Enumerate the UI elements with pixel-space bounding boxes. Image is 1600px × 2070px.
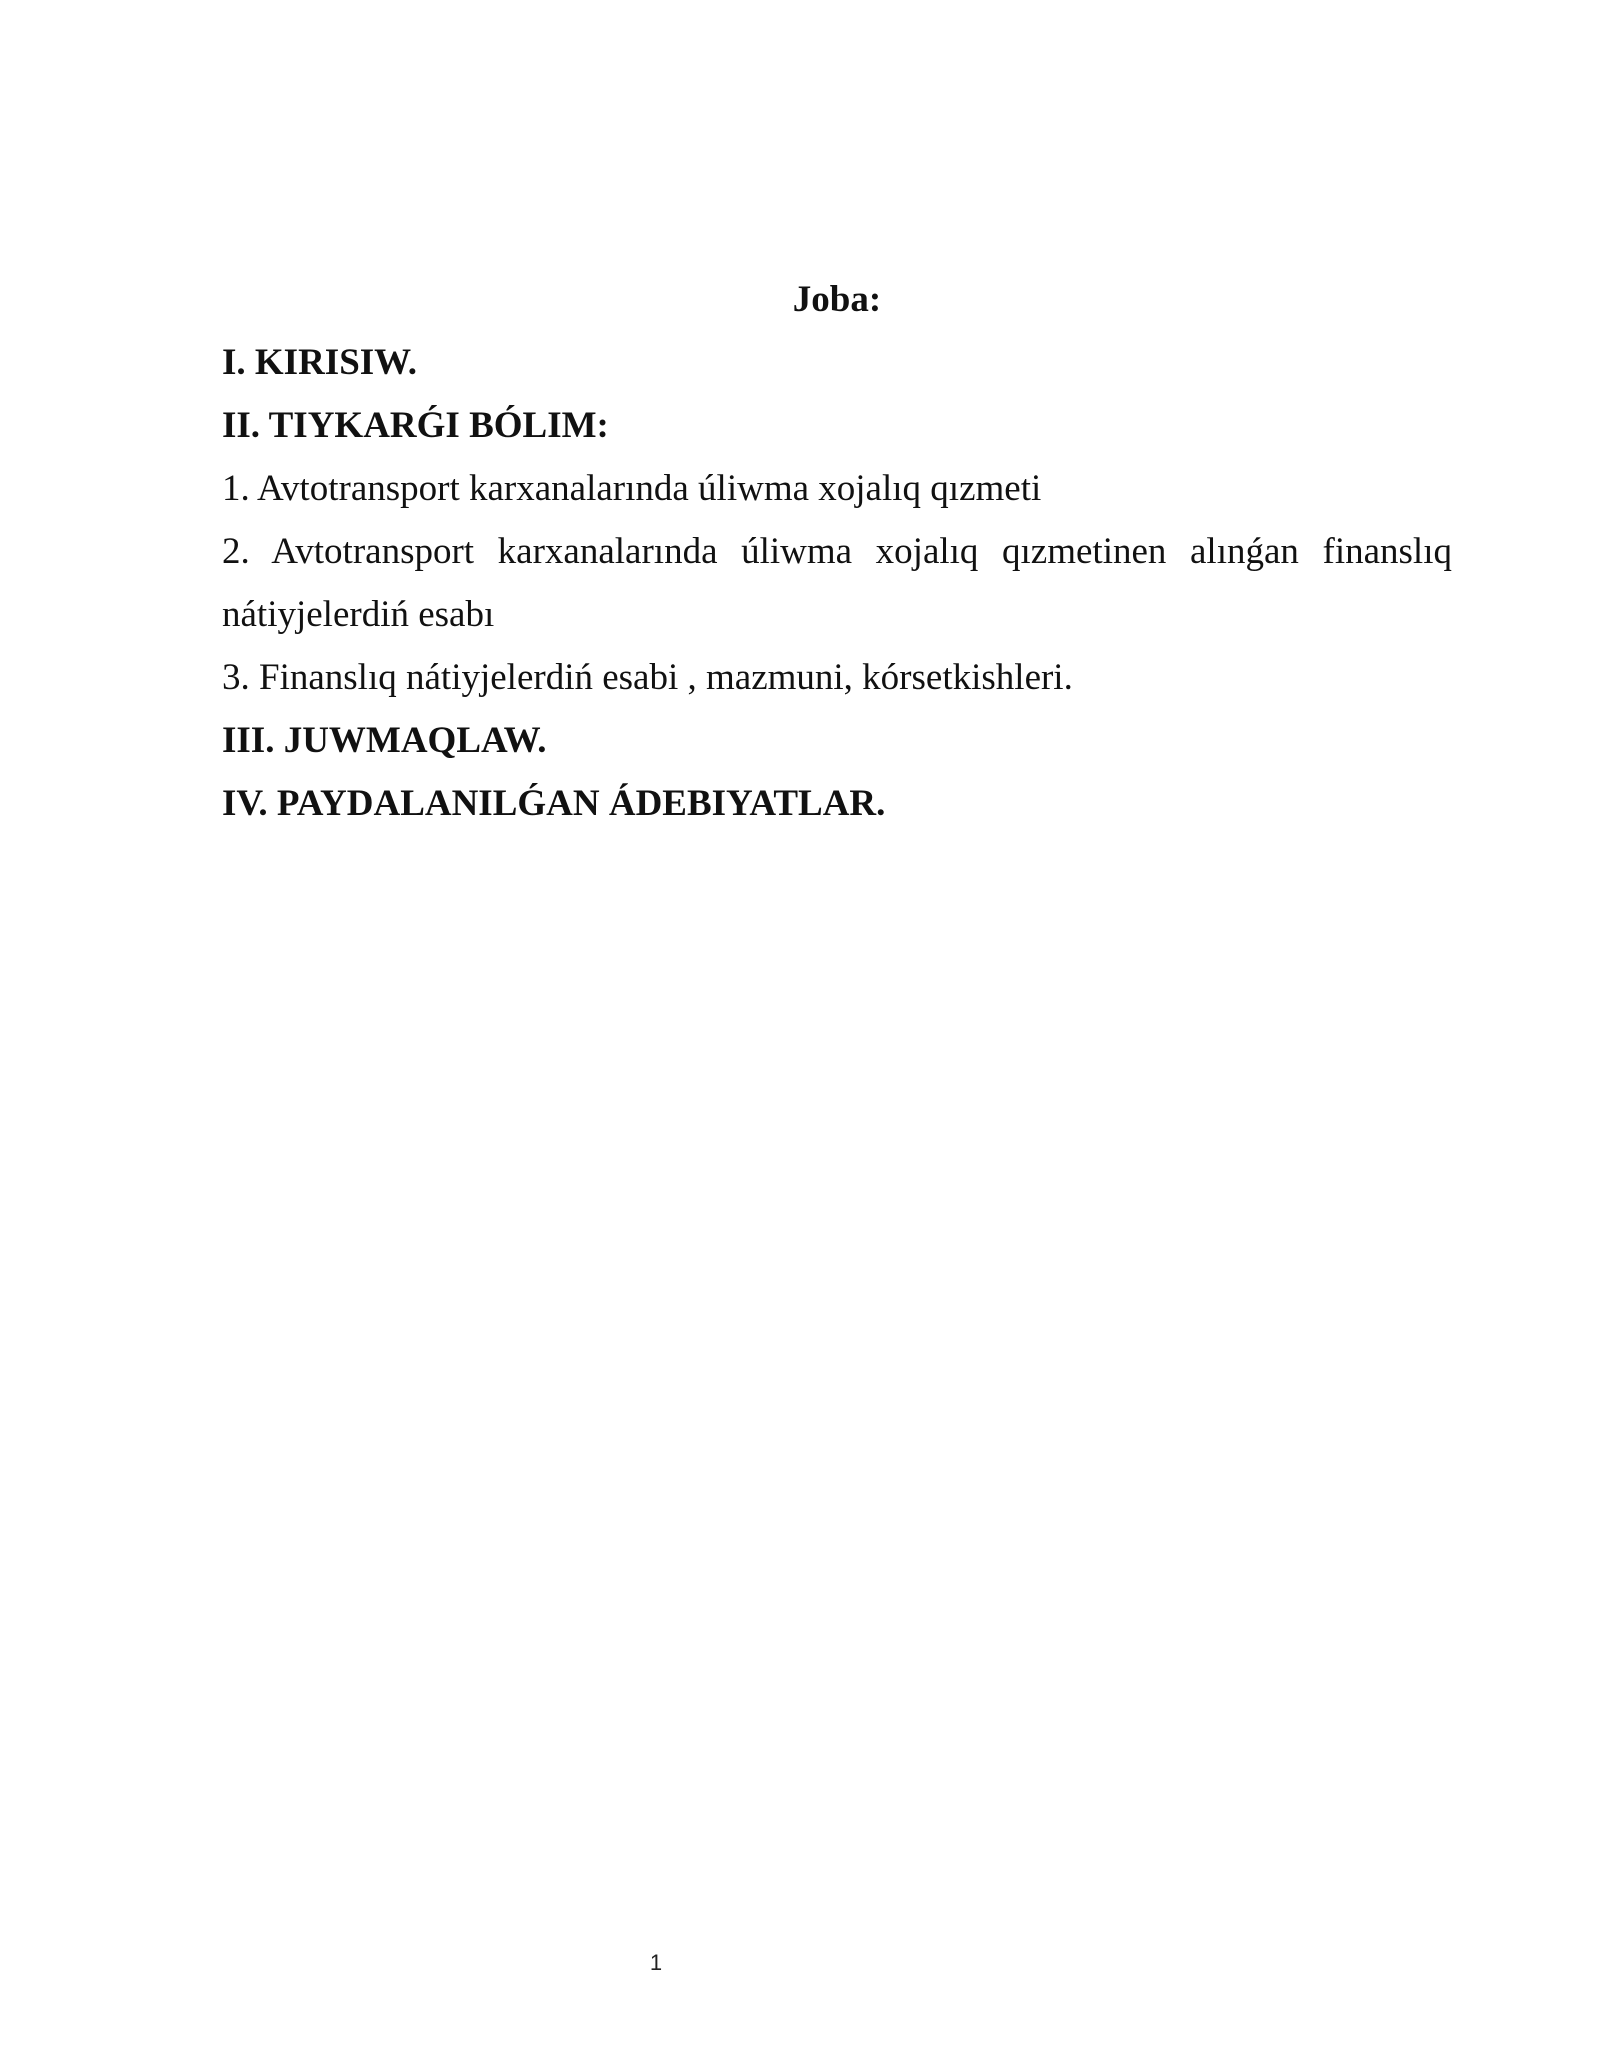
outline-subitem-1: 1. Avtotransport karxanalarında úliwma xojalıq qızmeti: [222, 468, 1042, 509]
outline-item-references: IV. PAYDALANILǴAN ÁDEBIYATLAR.: [222, 783, 886, 824]
outline-subitem-3: 3. Finanslıq nátiyjelerdiń esabi , mazmuni, kórsetkishleri.: [222, 657, 1073, 698]
document-title: Joba:: [792, 279, 882, 320]
outline-item-conclusion: III. JUWMAQLAW.: [222, 720, 547, 761]
outline-subitem-2: 2. Avtotransport karxanalarında úliwma xojalıq qızmetinen alınǵan finanslıq nátiyjelerdiń esabı: [222, 531, 1452, 635]
document-body: [222, 268, 1452, 835]
page-number: 1: [649, 1950, 663, 1975]
outline-item-main-part: II. TIYKARǴI BÓLIM:: [222, 405, 609, 446]
outline-item-introduction: I. KIRISIW.: [222, 342, 418, 383]
